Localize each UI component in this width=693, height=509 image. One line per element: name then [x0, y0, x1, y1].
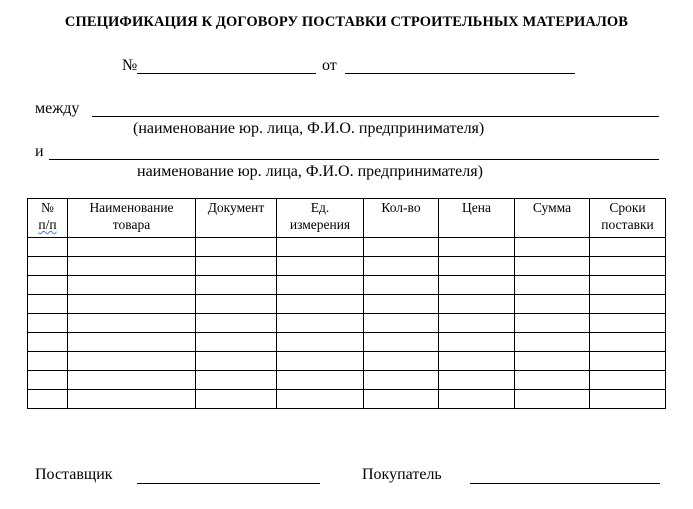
table-row — [28, 257, 666, 276]
table-cell[interactable] — [68, 238, 196, 257]
table-cell[interactable] — [196, 371, 277, 390]
table-cell[interactable] — [28, 314, 68, 333]
table-cell[interactable] — [277, 371, 364, 390]
table-cell[interactable] — [277, 333, 364, 352]
table-cell[interactable] — [364, 295, 439, 314]
header-unit: Ед. измерения — [277, 199, 364, 238]
header-number: № п/п — [28, 199, 68, 238]
table-cell[interactable] — [277, 276, 364, 295]
table-cell[interactable] — [439, 333, 515, 352]
table-cell[interactable] — [196, 390, 277, 409]
header-product-name: Наименование товара — [68, 199, 196, 238]
header-sum: Сумма — [515, 199, 590, 238]
and-label: и — [35, 143, 44, 160]
table-cell[interactable] — [196, 238, 277, 257]
table-cell[interactable] — [439, 314, 515, 333]
table-cell[interactable] — [590, 314, 666, 333]
table-row — [28, 295, 666, 314]
table-cell[interactable] — [364, 371, 439, 390]
party1-hint: (наименование юр. лица, Ф.И.О. предпринимателя) — [133, 120, 485, 137]
table-cell[interactable] — [515, 238, 590, 257]
table-cell[interactable] — [364, 314, 439, 333]
between-label: между — [35, 100, 80, 117]
table-cell[interactable] — [28, 333, 68, 352]
table-cell[interactable] — [590, 333, 666, 352]
table-cell[interactable] — [439, 276, 515, 295]
table-cell[interactable] — [277, 295, 364, 314]
party2-hint: наименование юр. лица, Ф.И.О. предпринимателя) — [137, 163, 483, 180]
table-cell[interactable] — [28, 238, 68, 257]
table-cell[interactable] — [28, 371, 68, 390]
table-cell[interactable] — [364, 276, 439, 295]
table-cell[interactable] — [364, 238, 439, 257]
table-cell[interactable] — [515, 390, 590, 409]
table-cell[interactable] — [28, 276, 68, 295]
table-cell[interactable] — [277, 314, 364, 333]
table-cell[interactable] — [590, 238, 666, 257]
table-cell[interactable] — [590, 257, 666, 276]
table-cell[interactable] — [68, 371, 196, 390]
header-price: Цена — [439, 199, 515, 238]
table-cell[interactable] — [439, 257, 515, 276]
table-cell[interactable] — [28, 295, 68, 314]
table-cell[interactable] — [68, 276, 196, 295]
table-cell[interactable] — [364, 333, 439, 352]
table-row — [28, 333, 666, 352]
table-cell[interactable] — [515, 257, 590, 276]
table-cell[interactable] — [28, 257, 68, 276]
table-cell[interactable] — [590, 371, 666, 390]
table-cell[interactable] — [364, 257, 439, 276]
table-cell[interactable] — [515, 371, 590, 390]
table-cell[interactable] — [590, 390, 666, 409]
table-row — [28, 352, 666, 371]
table-cell[interactable] — [277, 238, 364, 257]
table-cell[interactable] — [196, 295, 277, 314]
table-cell[interactable] — [28, 352, 68, 371]
table-cell[interactable] — [515, 314, 590, 333]
table-cell[interactable] — [68, 314, 196, 333]
table-cell[interactable] — [277, 390, 364, 409]
number-field-line[interactable] — [137, 73, 316, 74]
table-cell[interactable] — [196, 314, 277, 333]
table-header-row — [28, 199, 666, 238]
date-label: от — [322, 57, 337, 74]
table-cell[interactable] — [515, 295, 590, 314]
table-row — [28, 238, 666, 257]
header-quantity: Кол-во — [364, 199, 439, 238]
table-cell[interactable] — [439, 352, 515, 371]
table-cell[interactable] — [439, 238, 515, 257]
table-cell[interactable] — [590, 352, 666, 371]
table-cell[interactable] — [196, 257, 277, 276]
table-cell[interactable] — [68, 352, 196, 371]
table-cell[interactable] — [364, 390, 439, 409]
table-cell[interactable] — [515, 333, 590, 352]
supplier-signature-line[interactable] — [137, 483, 320, 484]
table-cell[interactable] — [68, 333, 196, 352]
supplier-label: Поставщик — [35, 466, 113, 483]
table-cell[interactable] — [515, 352, 590, 371]
table-cell[interactable] — [590, 295, 666, 314]
table-cell[interactable] — [28, 390, 68, 409]
table-cell[interactable] — [277, 257, 364, 276]
table-cell[interactable] — [68, 257, 196, 276]
table-cell[interactable] — [68, 295, 196, 314]
table-cell[interactable] — [590, 276, 666, 295]
table-cell[interactable] — [68, 390, 196, 409]
table-row — [28, 390, 666, 409]
table-cell[interactable] — [277, 352, 364, 371]
party1-field-line[interactable] — [92, 116, 659, 117]
document-title: СПЕЦИФИКАЦИЯ К ДОГОВОРУ ПОСТАВКИ СТРОИТЕЛЬНЫХ МАТЕРИАЛОВ — [64, 14, 629, 30]
table-cell[interactable] — [364, 352, 439, 371]
date-field-line[interactable] — [345, 73, 575, 74]
header-delivery-terms: Сроки поставки — [590, 199, 666, 238]
buyer-label: Покупатель — [362, 466, 442, 483]
table-cell[interactable] — [439, 371, 515, 390]
header-document: Документ — [196, 199, 277, 238]
table-cell[interactable] — [439, 390, 515, 409]
table-cell[interactable] — [196, 276, 277, 295]
table-cell[interactable] — [196, 333, 277, 352]
table-cell[interactable] — [196, 352, 277, 371]
table-row — [28, 371, 666, 390]
table-row — [28, 276, 666, 295]
buyer-signature-line[interactable] — [470, 483, 660, 484]
table-cell[interactable] — [515, 276, 590, 295]
party2-field-line[interactable] — [49, 159, 659, 160]
specification-table — [27, 198, 666, 409]
table-cell[interactable] — [439, 295, 515, 314]
number-label: № — [122, 57, 138, 74]
table-row — [28, 314, 666, 333]
